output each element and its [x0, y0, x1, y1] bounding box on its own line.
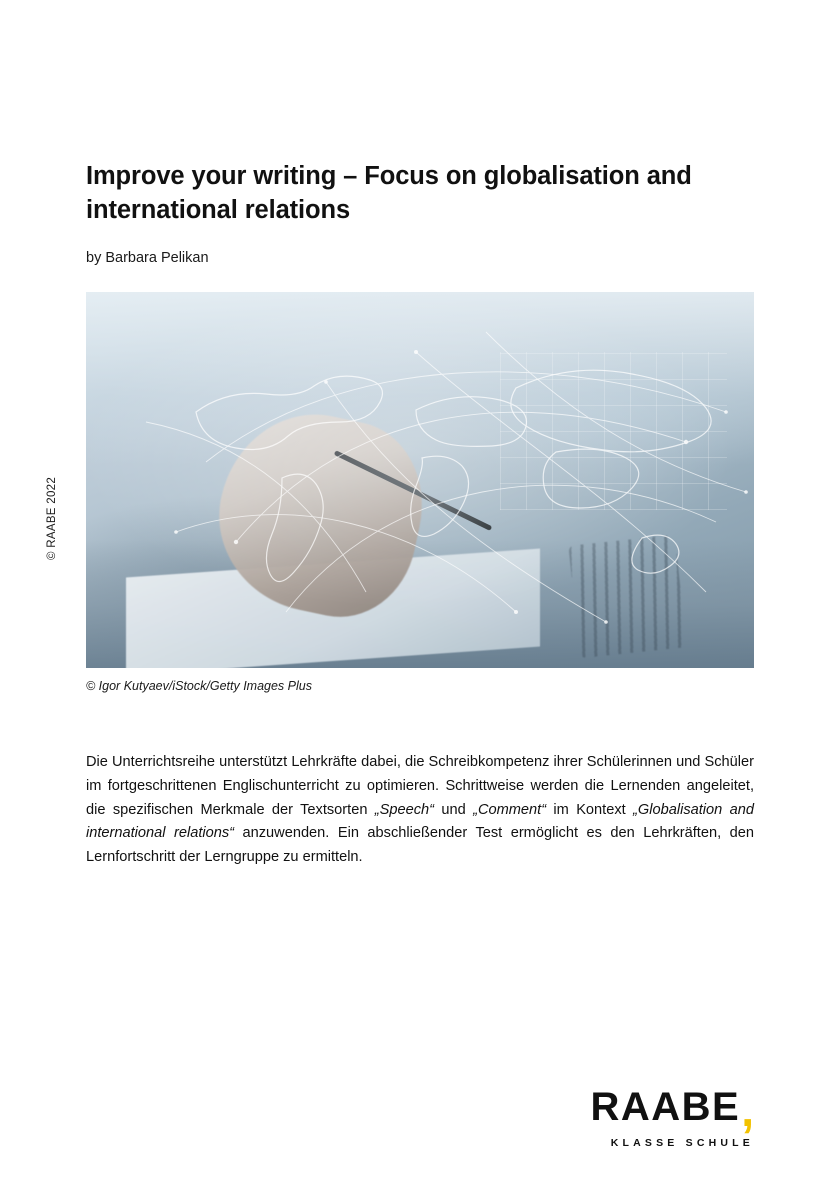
document-content: [86, 0, 754, 870]
side-copyright-text: © RAABE 2022: [46, 476, 58, 560]
hero-image-highlight: [86, 292, 754, 668]
logo-tagline: KLASSE SCHULE: [610, 1136, 754, 1149]
abstract-text: [86, 693, 754, 869]
author-line: by Barbara Pelikan: [86, 250, 209, 267]
abstract-part-4: anzuwenden. Ein abschließender Test ermöglicht es den Lehrkräften, den Lernfortschritt der Lerngruppe zu ermitteln.: [86, 825, 754, 865]
abstract-part-1: Die Unterrichtsreihe unterstützt Lehrkräfte dabei, die Schreibkompetenz ihrer Schülerinnen und Schüler im fortgeschrittenen Englischunterricht zu optimieren. Schrittweise werden die Lernenden angeleitet, die spezifischen Merkmale der Textsorten: [86, 754, 754, 818]
hero-image: [86, 292, 754, 668]
abstract-part-2: und: [434, 801, 474, 818]
image-credit: © Igor Kutyaev/iStock/Getty Images Plus: [86, 679, 312, 694]
raabe-logo: [590, 1083, 754, 1149]
logo-comma-icon: ,: [741, 1083, 754, 1136]
abstract-part-3: im Kontext: [546, 801, 634, 818]
abstract-emphasis-speech: „Speech“: [374, 801, 435, 818]
abstract-emphasis-topic: „Globalisation and international relations“: [86, 801, 754, 842]
abstract-emphasis-comment: „Comment“: [473, 801, 547, 818]
logo-wordmark: RAABE: [590, 1084, 741, 1129]
page-title: Improve your writing – Focus on globalisation and international relations: [86, 162, 692, 224]
